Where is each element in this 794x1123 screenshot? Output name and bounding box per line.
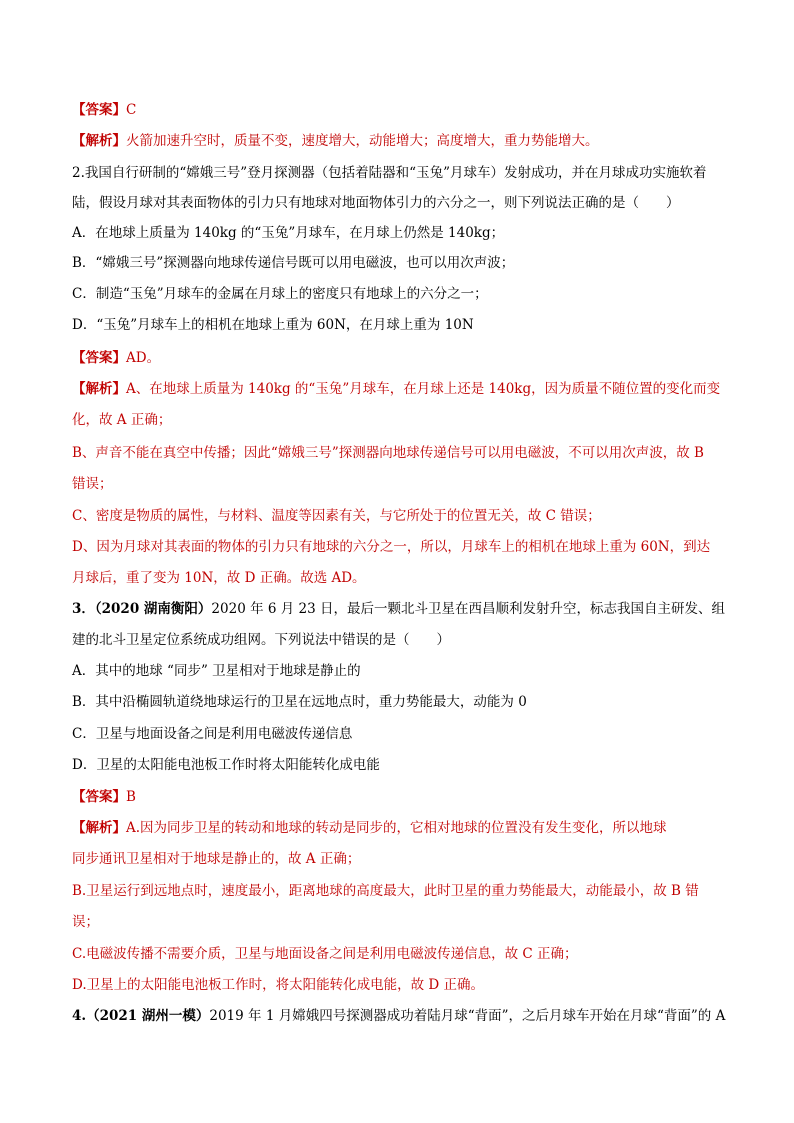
q3-answer — [72, 787, 136, 807]
q3-analysis-line5: C.电磁波传播不需要介质，卫星与地面设备之间是利用电磁波传递信息，故 C 正确； — [72, 946, 578, 962]
q2-analysis-line5: C、密度是物质的属性，与材料、温度等因素有关，与它所处于的位置无关，故 C 错误； — [72, 508, 601, 524]
q2-answer — [72, 348, 160, 368]
q2-analysis-line1 — [72, 379, 720, 399]
q4-source: 4.（2021 湖州一模） — [72, 1008, 210, 1024]
analysis-text: A.因为同步卫星的转动和地球的转动是同步的，它相对地球的位置没有发生变化，所以地球 — [126, 820, 667, 836]
q4-stem-line1 — [72, 1006, 725, 1026]
q2-option-a: A．在地球上质量为 140kg 的“玉兔”月球车，在月球上仍然是 140kg； — [72, 225, 505, 241]
analysis-text: A、在地球上质量为 140kg 的“玉兔”月球车，在月球上还是 140kg，因为质量不随位置的变化而变 — [126, 381, 721, 397]
q3-stem-text: 2020 年 6 月 23 日，最后一颗北斗卫星在西昌顺利发射升空，标志我国自主研发、组 — [211, 601, 726, 617]
q3-option-b: B．其中沿椭圆轨道绕地球运行的卫星在远地点时，重力势能最大，动能为 0 — [72, 694, 527, 710]
q3-analysis-line2: 同步通讯卫星相对于地球是静止的，故 A 正确； — [72, 851, 361, 867]
q2-analysis-line2: 化，故 A 正确； — [72, 412, 172, 428]
q3-stem-line2: 建的北斗卫星定位系统成功组网。下列说法中错误的是（ ） — [72, 632, 450, 648]
q1-answer — [72, 100, 136, 120]
q2-stem-line1: 2.我国自行研制的“嫦娥三号”登月探测器（包括着陆器和“玉兔”月球车）发射成功，并在月球成功实施软着 — [72, 165, 707, 181]
analysis-text: 火箭加速升空时，质量不变，速度增大，动能增大；高度增大，重力势能增大。 — [126, 133, 599, 149]
q2-analysis-line4: 错误； — [72, 476, 113, 492]
q3-analysis-line4: 误； — [72, 914, 99, 930]
answer-label: 【答案】 — [72, 350, 126, 366]
analysis-label: 【解析】 — [72, 820, 126, 836]
q1-analysis — [72, 131, 599, 151]
answer-value: AD。 — [126, 350, 161, 366]
q3-analysis-line1 — [72, 818, 667, 838]
q3-stem-line1 — [72, 599, 725, 619]
q2-option-b: B．“嫦娥三号”探测器向地球传递信号既可以用电磁波，也可以用次声波； — [72, 255, 515, 271]
q2-analysis-line6: D、因为月球对其表面的物体的引力只有地球的六分之一，所以，月球车上的相机在地球上重为 60N，到达 — [72, 539, 711, 555]
q4-stem-text: 2019 年 1 月嫦娥四号探测器成功着陆月球“背面”，之后月球车开始在月球“背面”的 A — [209, 1008, 726, 1024]
q3-analysis-line6: D.卫星上的太阳能电池板工作时，将太阳能转化成电能，故 D 正确。 — [72, 977, 485, 993]
q2-analysis-line3: B、声音不能在真空中传播；因此“嫦娥三号”探测器向地球传递信号可以用电磁波，不可以用次声波，故 B — [72, 445, 704, 461]
q2-stem-line2: 陆，假设月球对其表面物体的引力只有地球对地面物体引力的六分之一，则下列说法正确的是（ ） — [72, 195, 680, 211]
answer-value: B — [126, 789, 136, 805]
analysis-label: 【解析】 — [72, 133, 126, 149]
q3-analysis-line3: B.卫星运行到远地点时，速度最小，距离地球的高度最大，此时卫星的重力势能最大，动能最小，故 B 错 — [72, 883, 699, 899]
analysis-label: 【解析】 — [72, 381, 126, 397]
q3-option-d: D．卫星的太阳能电池板工作时将太阳能转化成电能 — [72, 757, 380, 773]
q2-option-c: C．制造“玉兔”月球车的金属在月球上的密度只有地球上的六分之一； — [72, 286, 488, 302]
q2-analysis-line7: 月球后，重了变为 10N，故 D 正确。故选 AD。 — [72, 570, 366, 586]
q3-source: 3．（2020 湖南衡阳） — [72, 601, 212, 617]
q3-option-a: A．其中的地球 “同步” 卫星相对于地球是静止的 — [72, 663, 361, 679]
answer-value: C — [126, 102, 137, 118]
q3-option-c: C．卫星与地面设备之间是利用电磁波传递信息 — [72, 726, 353, 742]
q2-option-d: D．“玉兔”月球车上的相机在地球上重为 60N，在月球上重为 10N — [72, 317, 474, 333]
answer-label: 【答案】 — [72, 102, 126, 118]
answer-label: 【答案】 — [72, 789, 126, 805]
